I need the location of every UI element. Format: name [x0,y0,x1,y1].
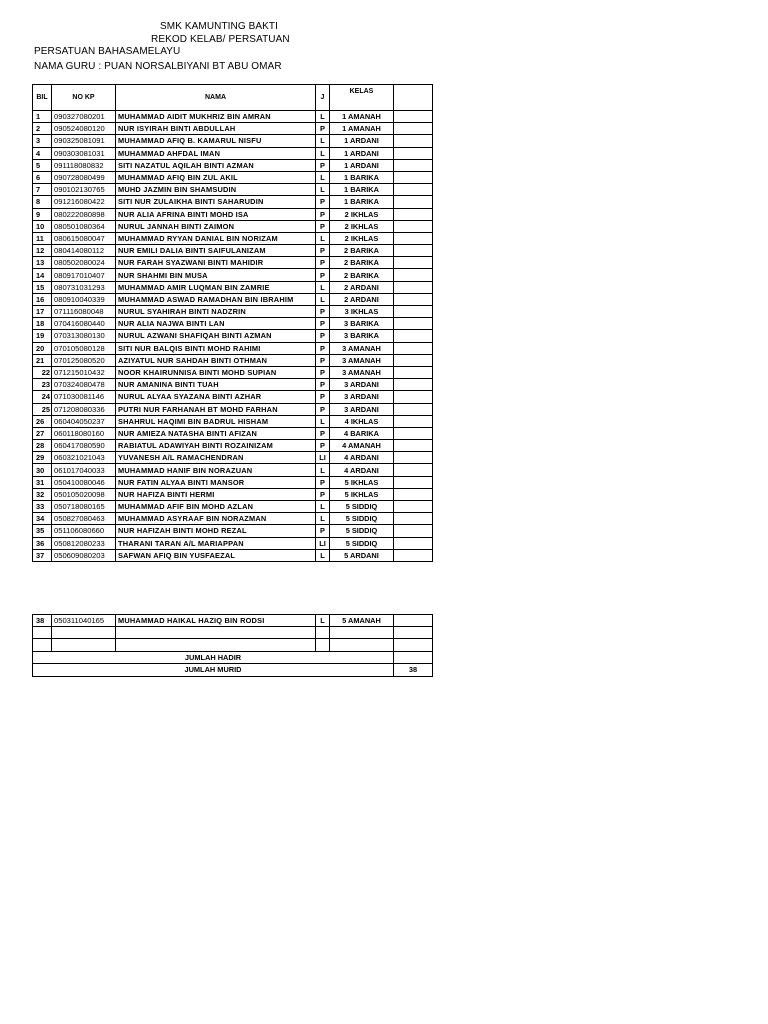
table-row [33,147,433,159]
row-kelas: 2 IKHLAS [330,220,394,232]
row-bil: 5 [33,159,52,171]
row-kelas: 1 ARDANI [330,159,394,171]
row-blank [394,366,433,378]
empty-cell [316,639,330,651]
row-blank [394,330,433,342]
row-bil: 4 [33,147,52,159]
row-kp: 071030081146 [52,391,116,403]
row-bil: 19 [33,330,52,342]
row-blank [394,501,433,513]
empty-cell [52,627,116,639]
row-kelas: 3 IKHLAS [330,306,394,318]
row-blank [394,452,433,464]
row-blank [394,208,433,220]
row-kelas: 2 BARIKA [330,245,394,257]
teacher-name: NAMA GURU : PUAN NORSALBIYANI BT ABU OMAR [34,61,282,72]
row-bil: 37 [33,549,52,561]
table-row [33,379,433,391]
row-bil: 11 [33,232,52,244]
row-gender: L [316,281,330,293]
row-kp: 070416080440 [52,318,116,330]
col-j-header: J [316,85,330,111]
row-kelas: 5 SIDDIQ [330,525,394,537]
row-kelas: 1 ARDANI [330,147,394,159]
row-bil: 16 [33,293,52,305]
row-name: NOOR KHAIRUNNISA BINTI MOHD SUPIAN [116,366,316,378]
row-kelas: 5 IKHLAS [330,488,394,500]
row-gender: P [316,220,330,232]
row-kp: 080222080898 [52,208,116,220]
table-row [33,476,433,488]
row-name: AZIYATUL NUR SAHDAH BINTI OTHMAN [116,354,316,366]
row-kelas: 3 BARIKA [330,318,394,330]
row-blank [394,476,433,488]
row-gender: P [316,318,330,330]
row-name: MUHAMMAD ASWAD RAMADHAN BIN IBRAHIM [116,293,316,305]
row-gender: P [316,342,330,354]
row-bil: 17 [33,306,52,318]
row-blank [394,111,433,123]
member-table [32,84,433,562]
row-kp: 090524080120 [52,123,116,135]
row-bil: 31 [33,476,52,488]
row-blank [394,257,433,269]
row-name: NUR HAFIZAH BINTI MOHD REZAL [116,525,316,537]
row-gender: P [316,354,330,366]
row-bil: 29 [33,452,52,464]
row-bil: 9 [33,208,52,220]
row-kp: 050105020098 [52,488,116,500]
row-name: NUR EMILI DALIA BINTI SAIFULANIZAM [116,245,316,257]
row-name: RABIATUL ADAWIYAH BINTI ROZAINIZAM [116,440,316,452]
empty-cell [33,627,52,639]
row-kelas: 3 AMANAH [330,354,394,366]
row-gender: P [316,525,330,537]
row-blank [394,269,433,281]
table-row [33,269,433,281]
row-gender: P [316,427,330,439]
col-bil-header: BIL [33,85,52,111]
row-bil: 3 [33,135,52,147]
school-name: SMK KAMUNTING BAKTI [160,21,279,32]
table-row [33,513,433,525]
row-gender: P [316,208,330,220]
row-gender: L [316,549,330,561]
row-gender: L [316,501,330,513]
row-blank [394,232,433,244]
empty-cell [330,627,394,639]
row-gender: P [316,379,330,391]
row-gender: L [316,513,330,525]
row-name: NUR ALIA AFRINA BINTI MOHD ISA [116,208,316,220]
row-gender: L [316,615,330,627]
row-gender: L [316,111,330,123]
row-name: SITI NUR BALQIS BINTI MOHD RAHIMI [116,342,316,354]
row-kelas: 5 SIDDIQ [330,513,394,525]
row-kp: 060118080160 [52,427,116,439]
row-kp: 090303081031 [52,147,116,159]
table-row [33,330,433,342]
row-kelas: 1 BARIKA [330,196,394,208]
row-kp: 080502080024 [52,257,116,269]
table-row [33,171,433,183]
row-name: SITI NAZATUL AQILAH BINTI AZMAN [116,159,316,171]
table-row [33,111,433,123]
row-name: NUR AMANINA BINTI TUAH [116,379,316,391]
row-blank [394,440,433,452]
row-blank [394,354,433,366]
row-gender: P [316,269,330,281]
row-name: PUTRI NUR FARHANAH BT MOHD FARHAN [116,403,316,415]
row-name: THARANI TARAN A/L MARIAPPAN [116,537,316,549]
row-kp: 091216080422 [52,196,116,208]
row-kp: 050609080203 [52,549,116,561]
row-name: NUR FATIN ALYAA BINTI MANSOR [116,476,316,488]
row-name: MUHAMMAD AMIR LUQMAN BIN ZAMRIE [116,281,316,293]
table-row [33,196,433,208]
row-kelas: 5 SIDDIQ [330,537,394,549]
row-blank [394,220,433,232]
row-kelas: 2 ARDANI [330,281,394,293]
row-name: NUR ISYIRAH BINTI ABDULLAH [116,123,316,135]
empty-cell [316,627,330,639]
row-blank [394,549,433,561]
row-bil: 6 [33,171,52,183]
table-row [33,135,433,147]
row-name: NUR AMIEZA NATASHA BINTI AFIZAN [116,427,316,439]
row-kelas: 1 AMANAH [330,123,394,135]
empty-cell [394,639,433,651]
row-gender: P [316,330,330,342]
table-header-row [33,85,433,111]
row-bil: 24 [33,391,52,403]
row-bil: 22 [33,366,52,378]
table-row [33,232,433,244]
row-gender: L [316,135,330,147]
row-gender: LI [316,452,330,464]
row-gender: LI [316,537,330,549]
empty-row [33,639,433,651]
row-blank [394,391,433,403]
row-blank [394,171,433,183]
row-kelas: 3 ARDANI [330,391,394,403]
row-name: MUHAMMAD AFIQ B. KAMARUL NISFU [116,135,316,147]
table-row [33,501,433,513]
row-gender: L [316,184,330,196]
row-kelas: 4 AMANAH [330,440,394,452]
row-name: MUHAMMAD AFIF BIN MOHD AZLAN [116,501,316,513]
row-blank [394,415,433,427]
row-kelas: 4 BARIKA [330,427,394,439]
row-kelas: 5 AMANAH [330,615,394,627]
row-name: MUHAMMAD ASYRAAF BIN NORAZMAN [116,513,316,525]
empty-cell [394,627,433,639]
row-gender: P [316,257,330,269]
table-row [33,366,433,378]
table-row [33,159,433,171]
row-bil: 13 [33,257,52,269]
row-bil: 10 [33,220,52,232]
row-name: MUHAMMAD AIDIT MUKHRIZ BIN AMRAN [116,111,316,123]
row-gender: L [316,232,330,244]
row-kp: 071116080048 [52,306,116,318]
row-gender: L [316,171,330,183]
row-kelas: 3 ARDANI [330,379,394,391]
row-blank [394,147,433,159]
row-name: MUHAMMAD AFIQ BIN ZUL AKIL [116,171,316,183]
row-gender: P [316,306,330,318]
row-blank [394,615,433,627]
table-row [33,354,433,366]
total-members-label: JUMLAH MURID [33,664,394,677]
row-kelas: 1 AMANAH [330,111,394,123]
row-kelas: 1 ARDANI [330,135,394,147]
row-name: NURUL AZWANI SHAFIQAH BINTI AZMAN [116,330,316,342]
row-kelas: 1 BARIKA [330,171,394,183]
row-name: MUHAMMAD AHFDAL IMAN [116,147,316,159]
row-kelas: 3 AMANAH [330,342,394,354]
row-kp: 071208080336 [52,403,116,415]
row-kelas: 4 IKHLAS [330,415,394,427]
row-blank [394,513,433,525]
row-kp: 051106080660 [52,525,116,537]
row-kelas: 5 IKHLAS [330,476,394,488]
row-blank [394,403,433,415]
row-name: SHAHRUL HAQIMI BIN BADRUL HISHAM [116,415,316,427]
col-kp-header: NO KP [52,85,116,111]
row-bil: 30 [33,464,52,476]
row-kp: 080910040339 [52,293,116,305]
row-bil: 15 [33,281,52,293]
empty-row [33,627,433,639]
row-name: SAFWAN AFIQ BIN YUSFAEZAL [116,549,316,561]
row-bil: 1 [33,111,52,123]
row-blank [394,427,433,439]
table-row [33,452,433,464]
row-blank [394,306,433,318]
row-name: NURUL JANNAH BINTI ZAIMON [116,220,316,232]
row-gender: P [316,245,330,257]
row-bil: 18 [33,318,52,330]
row-kp: 080917010407 [52,269,116,281]
row-bil: 2 [33,123,52,135]
row-bil: 21 [33,354,52,366]
row-bil: 32 [33,488,52,500]
row-kelas: 3 AMANAH [330,366,394,378]
row-kp: 071215010432 [52,366,116,378]
table-row [33,208,433,220]
row-gender: P [316,440,330,452]
total-members-value: 38 [394,664,433,677]
row-gender: P [316,123,330,135]
row-name: SITI NUR ZULAIKHA BINTI SAHARUDIN [116,196,316,208]
col-name-header: NAMA [116,85,316,111]
row-kelas: 4 ARDANI [330,464,394,476]
row-gender: P [316,476,330,488]
row-kp: 080615080047 [52,232,116,244]
row-kelas: 2 IKHLAS [330,208,394,220]
row-kp: 070125080520 [52,354,116,366]
col-blank-header [394,85,433,111]
table-row [33,293,433,305]
row-kelas: 3 BARIKA [330,330,394,342]
table-row [33,464,433,476]
row-kelas: 4 ARDANI [330,452,394,464]
table-row [33,245,433,257]
table-row [33,306,433,318]
row-kp: 091118080832 [52,159,116,171]
row-kelas: 3 ARDANI [330,403,394,415]
table-row [33,537,433,549]
row-blank [394,123,433,135]
total-members-row [33,664,433,677]
row-name: MUHAMMAD HANIF BIN NORAZUAN [116,464,316,476]
row-name: MUHAMMAD RYYAN DANIAL BIN NORIZAM [116,232,316,244]
row-name: NURUL ALYAA SYAZANA BINTI AZHAR [116,391,316,403]
row-blank [394,184,433,196]
row-kp: 080414080112 [52,245,116,257]
row-kp: 090728080499 [52,171,116,183]
club-name: PERSATUAN BAHASAMELAYU [34,46,181,57]
row-blank [394,525,433,537]
row-blank [394,464,433,476]
total-present-row [33,651,433,664]
empty-cell [52,639,116,651]
row-bil: 14 [33,269,52,281]
col-kelas-header: KELAS [330,85,394,111]
row-kelas: 2 BARIKA [330,257,394,269]
row-gender: P [316,403,330,415]
row-kp: 080731031293 [52,281,116,293]
row-kp: 090325081091 [52,135,116,147]
row-gender: L [316,147,330,159]
row-kp: 050311040165 [52,615,116,627]
row-bil: 20 [33,342,52,354]
row-kelas: 2 BARIKA [330,269,394,281]
empty-cell [330,639,394,651]
row-gender: P [316,366,330,378]
record-title: REKOD KELAB/ PERSATUAN [151,34,290,45]
row-bil: 12 [33,245,52,257]
table-row [33,427,433,439]
row-kelas: 5 ARDANI [330,549,394,561]
row-name: MUHAMMAD HAIKAL HAZIQ BIN RODSI [116,615,316,627]
row-gender: P [316,488,330,500]
extra-table [32,614,433,677]
row-name: NUR ALIA NAJWA BINTI LAN [116,318,316,330]
row-bil: 36 [33,537,52,549]
row-bil: 38 [33,615,52,627]
row-gender: P [316,159,330,171]
row-gender: P [316,196,330,208]
table-row [33,257,433,269]
row-kelas: 2 ARDANI [330,293,394,305]
row-bil: 26 [33,415,52,427]
table-row [33,615,433,627]
row-kp: 060321021043 [52,452,116,464]
empty-cell [116,627,316,639]
row-kp: 050812080233 [52,537,116,549]
row-name: NUR HAFIZA BINTI HERMI [116,488,316,500]
row-blank [394,293,433,305]
row-bil: 35 [33,525,52,537]
row-blank [394,135,433,147]
total-present-value [394,651,433,664]
row-gender: L [316,293,330,305]
row-bil: 33 [33,501,52,513]
row-blank [394,318,433,330]
row-gender: L [316,415,330,427]
row-name: NUR SHAHMI BIN MUSA [116,269,316,281]
row-name: NURUL SYAHIRAH BINTI NADZRIN [116,306,316,318]
table-row [33,391,433,403]
row-kp: 090327080201 [52,111,116,123]
row-blank [394,342,433,354]
row-kp: 070324080478 [52,379,116,391]
table-row [33,318,433,330]
row-bil: 34 [33,513,52,525]
row-blank [394,488,433,500]
table-row [33,123,433,135]
total-present-label: JUMLAH HADIR [33,651,394,664]
table-row [33,525,433,537]
table-row [33,220,433,232]
row-blank [394,379,433,391]
table-row [33,403,433,415]
row-kp: 061017040033 [52,464,116,476]
row-bil: 7 [33,184,52,196]
table-row [33,281,433,293]
row-bil: 27 [33,427,52,439]
row-blank [394,245,433,257]
row-kp: 090102130765 [52,184,116,196]
row-name: MUHD JAZMIN BIN SHAMSUDIN [116,184,316,196]
empty-cell [116,639,316,651]
row-kp: 060417080590 [52,440,116,452]
row-kp: 070105080128 [52,342,116,354]
row-name: YUVANESH A/L RAMACHENDRAN [116,452,316,464]
row-gender: P [316,391,330,403]
row-bil: 8 [33,196,52,208]
row-blank [394,196,433,208]
table-row [33,549,433,561]
row-blank [394,281,433,293]
empty-cell [33,639,52,651]
row-gender: L [316,464,330,476]
row-kp: 060404050237 [52,415,116,427]
row-kelas: 2 IKHLAS [330,232,394,244]
table-row [33,488,433,500]
row-kp: 050410080046 [52,476,116,488]
table-row [33,184,433,196]
table-row [33,342,433,354]
row-kp: 080501080364 [52,220,116,232]
row-bil: 23 [33,379,52,391]
row-blank [394,159,433,171]
table-row [33,440,433,452]
row-kelas: 5 SIDDIQ [330,501,394,513]
row-kp: 050827080463 [52,513,116,525]
row-bil: 28 [33,440,52,452]
row-kp: 050718080165 [52,501,116,513]
table-row [33,415,433,427]
row-name: NUR FARAH SYAZWANI BINTI MAHIDIR [116,257,316,269]
row-bil: 25 [33,403,52,415]
row-kp: 070313080130 [52,330,116,342]
row-kelas: 1 BARIKA [330,184,394,196]
row-blank [394,537,433,549]
